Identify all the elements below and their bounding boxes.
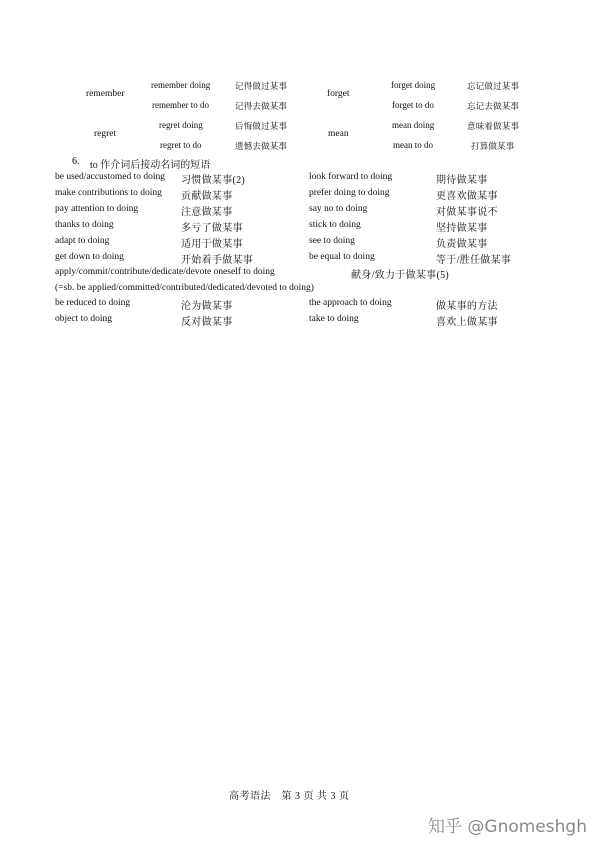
phrase-cn: 反对做某事 (181, 317, 233, 328)
phrase-cn: 习惯做某事(2) (181, 175, 246, 186)
verb-form: regret to do (160, 140, 202, 150)
verb-label: forget (327, 89, 350, 99)
phrase-cn: 对做某事说不 (436, 207, 498, 218)
phrase-en: see to doing (309, 236, 355, 246)
verb-label: regret (94, 129, 117, 139)
phrase-cn: 坚持做某事 (436, 223, 488, 234)
phrase-en: the approach to doing (309, 298, 392, 308)
phrase-en: pay attention to doing (55, 204, 139, 214)
phrase-en: thanks to doing (55, 220, 114, 230)
phrase-en: take to doing (309, 314, 359, 324)
verb-form-meaning: 意味着做某事 (467, 121, 520, 131)
phrase-cn: 适用于做某事 (181, 239, 243, 250)
phrase-cn: 负责做某事 (436, 239, 488, 250)
phrase-en: object to doing (55, 314, 112, 324)
section-number: 6. (72, 156, 80, 167)
phrase-cn: 喜欢上做某事 (436, 317, 498, 328)
verb-form: regret doing (159, 120, 203, 130)
phrase-note: (=sb. be applied/committed/contributed/dedicated/devoted to doing) (55, 283, 314, 293)
verb-form-meaning: 忘记做过某事 (467, 81, 520, 91)
verb-form-meaning: 后悔做过某事 (235, 121, 288, 131)
verb-form: mean to do (393, 140, 433, 150)
verb-form-meaning: 遗憾去做某事 (235, 141, 288, 151)
verb-form-meaning: 忘记去做某事 (467, 101, 520, 111)
phrase-cn: 献身/致力于做某事(5) (351, 270, 450, 281)
phrase-en: say no to doing (309, 204, 368, 214)
section-title: to 作介词后接动名词的短语 (90, 160, 211, 171)
phrase-cn: 开始着手做某事 (181, 255, 254, 266)
phrase-cn: 等于/胜任做某事 (436, 255, 512, 266)
phrase-cn: 沦为做某事 (181, 301, 233, 312)
phrase-en: get down to doing (55, 252, 124, 262)
watermark: 知乎 @Gnomeshgh (428, 817, 587, 837)
verb-form: forget to do (392, 100, 434, 110)
phrase-cn: 做某事的方法 (436, 301, 498, 312)
verb-form-meaning: 记得去做某事 (235, 101, 288, 111)
phrase-en: look forward to doing (309, 172, 393, 182)
verb-form-meaning: 打算做某事 (471, 141, 515, 151)
verb-form-meaning: 记得做过某事 (235, 81, 288, 91)
phrase-cn: 更喜欢做某事 (436, 191, 498, 202)
verb-form: mean doing (392, 120, 435, 130)
verb-form: remember to do (152, 100, 209, 110)
verb-form: forget doing (391, 80, 436, 90)
verb-label: remember (86, 89, 125, 99)
phrase-cn: 多亏了做某事 (181, 223, 243, 234)
verb-label: mean (328, 129, 349, 139)
phrase-en: apply/commit/contribute/dedicate/devote oneself to doing (55, 267, 275, 277)
page-footer: 高考语法 第 3 页 共 3 页 (229, 791, 350, 802)
phrase-en: adapt to doing (55, 236, 110, 246)
phrase-en: be used/accustomed to doing (55, 172, 166, 182)
phrase-en: stick to doing (309, 220, 361, 230)
phrase-en: be reduced to doing (55, 298, 131, 308)
phrase-cn: 注意做某事 (181, 207, 233, 218)
phrase-cn: 期待做某事 (436, 175, 488, 186)
verb-form: remember doing (151, 80, 211, 90)
phrase-en: make contributions to doing (55, 188, 162, 198)
phrase-en: be equal to doing (309, 252, 375, 262)
phrase-cn: 贡献做某事 (181, 191, 233, 202)
phrase-en: prefer doing to doing (309, 188, 390, 198)
